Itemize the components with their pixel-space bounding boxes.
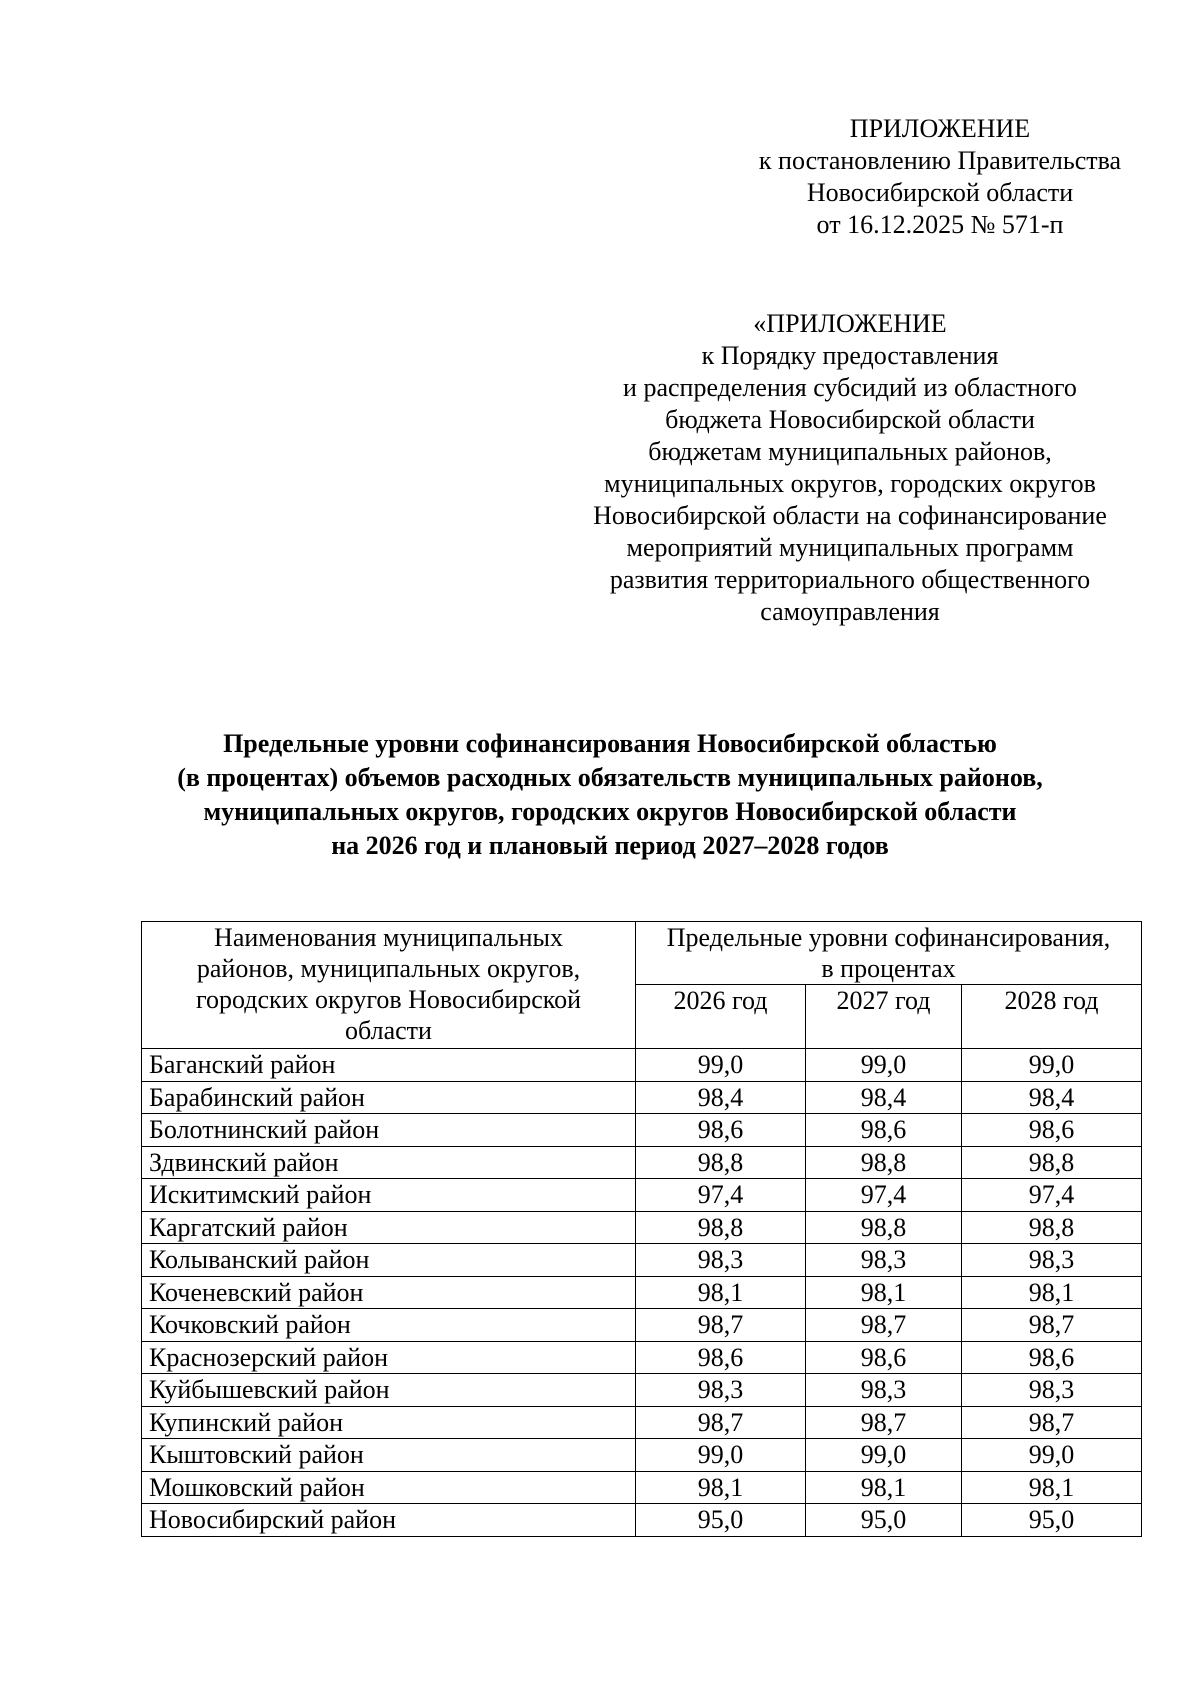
district-name-cell: Кыштовский район (142, 1439, 636, 1472)
annex-line: и распределения субсидий из областного (623, 373, 1077, 402)
value-2028-cell: 98,1 (962, 1276, 1142, 1309)
cofinancing-table (141, 921, 1142, 1537)
annex-line: бюджета Новосибирской области (665, 405, 1035, 434)
document-title (110, 727, 1110, 863)
value-2026-cell: 99,0 (636, 1049, 806, 1082)
approval-line: к постановлению Правительства (758, 146, 1122, 175)
header-name-line: Наименования муниципальных (214, 923, 563, 952)
value-2028-cell: 98,6 (962, 1341, 1142, 1374)
value-2027-cell: 95,0 (806, 1504, 962, 1537)
table-row (142, 1504, 1142, 1537)
title-line: муниципальных округов, городских округов Новосибирской области (203, 797, 1017, 826)
value-2027-cell: 98,1 (806, 1276, 962, 1309)
value-2026-cell: 98,7 (636, 1309, 806, 1342)
district-name-cell: Купинский район (142, 1406, 636, 1439)
table-row (142, 1374, 1142, 1407)
value-2026-cell: 98,3 (636, 1374, 806, 1407)
title-line: на 2026 год и плановый период 2027–2028 годов (331, 831, 889, 860)
annex-line: к Порядку предоставления (701, 341, 999, 370)
district-name-cell: Баганский район (142, 1049, 636, 1082)
value-2026-cell: 98,1 (636, 1276, 806, 1309)
value-2028-cell: 98,3 (962, 1374, 1142, 1407)
approval-line: от 16.12.2025 № 571-п (816, 210, 1064, 239)
value-2028-cell: 99,0 (962, 1049, 1142, 1082)
annex-line: самоуправления (760, 597, 940, 626)
header-name-line: городских округов Новосибирской (195, 985, 582, 1014)
value-2028-cell: 98,8 (962, 1211, 1142, 1244)
value-2026-cell: 95,0 (636, 1504, 806, 1537)
title-line: (в процентах) объемов расходных обязательств муниципальных районов, (177, 763, 1043, 792)
value-2027-cell: 98,3 (806, 1374, 962, 1407)
header-levels-line: в процентах (821, 954, 956, 983)
value-2028-cell: 98,4 (962, 1081, 1142, 1114)
table-row (142, 1471, 1142, 1504)
district-name-cell: Мошковский район (142, 1471, 636, 1504)
value-2028-cell: 95,0 (962, 1504, 1142, 1537)
value-2026-cell: 97,4 (636, 1179, 806, 1212)
value-2026-cell: 98,6 (636, 1114, 806, 1147)
district-name-cell: Краснозерский район (142, 1341, 636, 1374)
table-row (142, 1341, 1142, 1374)
header-levels-line: Предельные уровни софинансирования, (666, 923, 1111, 952)
value-2026-cell: 98,8 (636, 1211, 806, 1244)
value-2028-cell: 98,1 (962, 1471, 1142, 1504)
header-year-2027: 2027 год (806, 985, 962, 1049)
value-2027-cell: 98,6 (806, 1114, 962, 1147)
header-year-2028: 2028 год (962, 985, 1142, 1049)
table-row (142, 1276, 1142, 1309)
value-2028-cell: 97,4 (962, 1179, 1142, 1212)
value-2026-cell: 98,1 (636, 1471, 806, 1504)
value-2028-cell: 98,3 (962, 1244, 1142, 1277)
district-name-cell: Искитимский район (142, 1179, 636, 1212)
value-2027-cell: 98,1 (806, 1471, 962, 1504)
district-name-cell: Новосибирский район (142, 1504, 636, 1537)
table-header-row (142, 922, 1142, 985)
district-name-cell: Барабинский район (142, 1081, 636, 1114)
value-2027-cell: 98,3 (806, 1244, 962, 1277)
header-name-line: области (345, 1016, 432, 1045)
approval-stamp (730, 113, 1150, 241)
table-row (142, 1049, 1142, 1082)
value-2027-cell: 98,8 (806, 1146, 962, 1179)
value-2027-cell: 97,4 (806, 1179, 962, 1212)
value-2027-cell: 99,0 (806, 1439, 962, 1472)
value-2026-cell: 98,3 (636, 1244, 806, 1277)
annex-line: бюджетам муниципальных районов, (648, 437, 1052, 466)
annex-line: развития территориального общественного (609, 565, 1091, 594)
value-2026-cell: 98,6 (636, 1341, 806, 1374)
value-2027-cell: 98,8 (806, 1211, 962, 1244)
district-name-cell: Колыванский район (142, 1244, 636, 1277)
value-2028-cell: 98,8 (962, 1146, 1142, 1179)
value-2027-cell: 98,7 (806, 1309, 962, 1342)
table-body (142, 1049, 1142, 1537)
value-2027-cell: 99,0 (806, 1049, 962, 1082)
title-line: Предельные уровни софинансирования Новосибирской областью (223, 729, 997, 758)
annex-line: «ПРИЛОЖЕНИЕ (753, 309, 947, 338)
value-2027-cell: 98,4 (806, 1081, 962, 1114)
value-2028-cell: 98,7 (962, 1406, 1142, 1439)
value-2027-cell: 98,6 (806, 1341, 962, 1374)
annex-header (560, 308, 1140, 628)
table-row (142, 1309, 1142, 1342)
district-name-cell: Болотнинский район (142, 1114, 636, 1147)
value-2028-cell: 99,0 (962, 1439, 1142, 1472)
district-name-cell: Кочковский район (142, 1309, 636, 1342)
annex-line: муниципальных округов, городских округов (604, 469, 1096, 498)
table-row (142, 1081, 1142, 1114)
table-row (142, 1211, 1142, 1244)
value-2026-cell: 99,0 (636, 1439, 806, 1472)
header-name (142, 922, 636, 1049)
value-2027-cell: 98,7 (806, 1406, 962, 1439)
approval-line: Новосибирской области (806, 178, 1074, 207)
header-name-line: районов, муниципальных округов, (196, 954, 581, 983)
table-row (142, 1146, 1142, 1179)
header-levels (636, 922, 1142, 985)
table-row (142, 1439, 1142, 1472)
district-name-cell: Коченевский район (142, 1276, 636, 1309)
table-row (142, 1406, 1142, 1439)
value-2028-cell: 98,6 (962, 1114, 1142, 1147)
table-row (142, 1114, 1142, 1147)
table-row (142, 1244, 1142, 1277)
value-2026-cell: 98,8 (636, 1146, 806, 1179)
approval-line: ПРИЛОЖЕНИЕ (849, 114, 1031, 143)
district-name-cell: Куйбышевский район (142, 1374, 636, 1407)
value-2026-cell: 98,7 (636, 1406, 806, 1439)
header-year-2026: 2026 год (636, 985, 806, 1049)
annex-line: Новосибирской области на софинансирование (593, 501, 1107, 530)
district-name-cell: Каргатский район (142, 1211, 636, 1244)
annex-line: мероприятий муниципальных программ (626, 533, 1074, 562)
table-row (142, 1179, 1142, 1212)
value-2026-cell: 98,4 (636, 1081, 806, 1114)
value-2028-cell: 98,7 (962, 1309, 1142, 1342)
district-name-cell: Здвинский район (142, 1146, 636, 1179)
